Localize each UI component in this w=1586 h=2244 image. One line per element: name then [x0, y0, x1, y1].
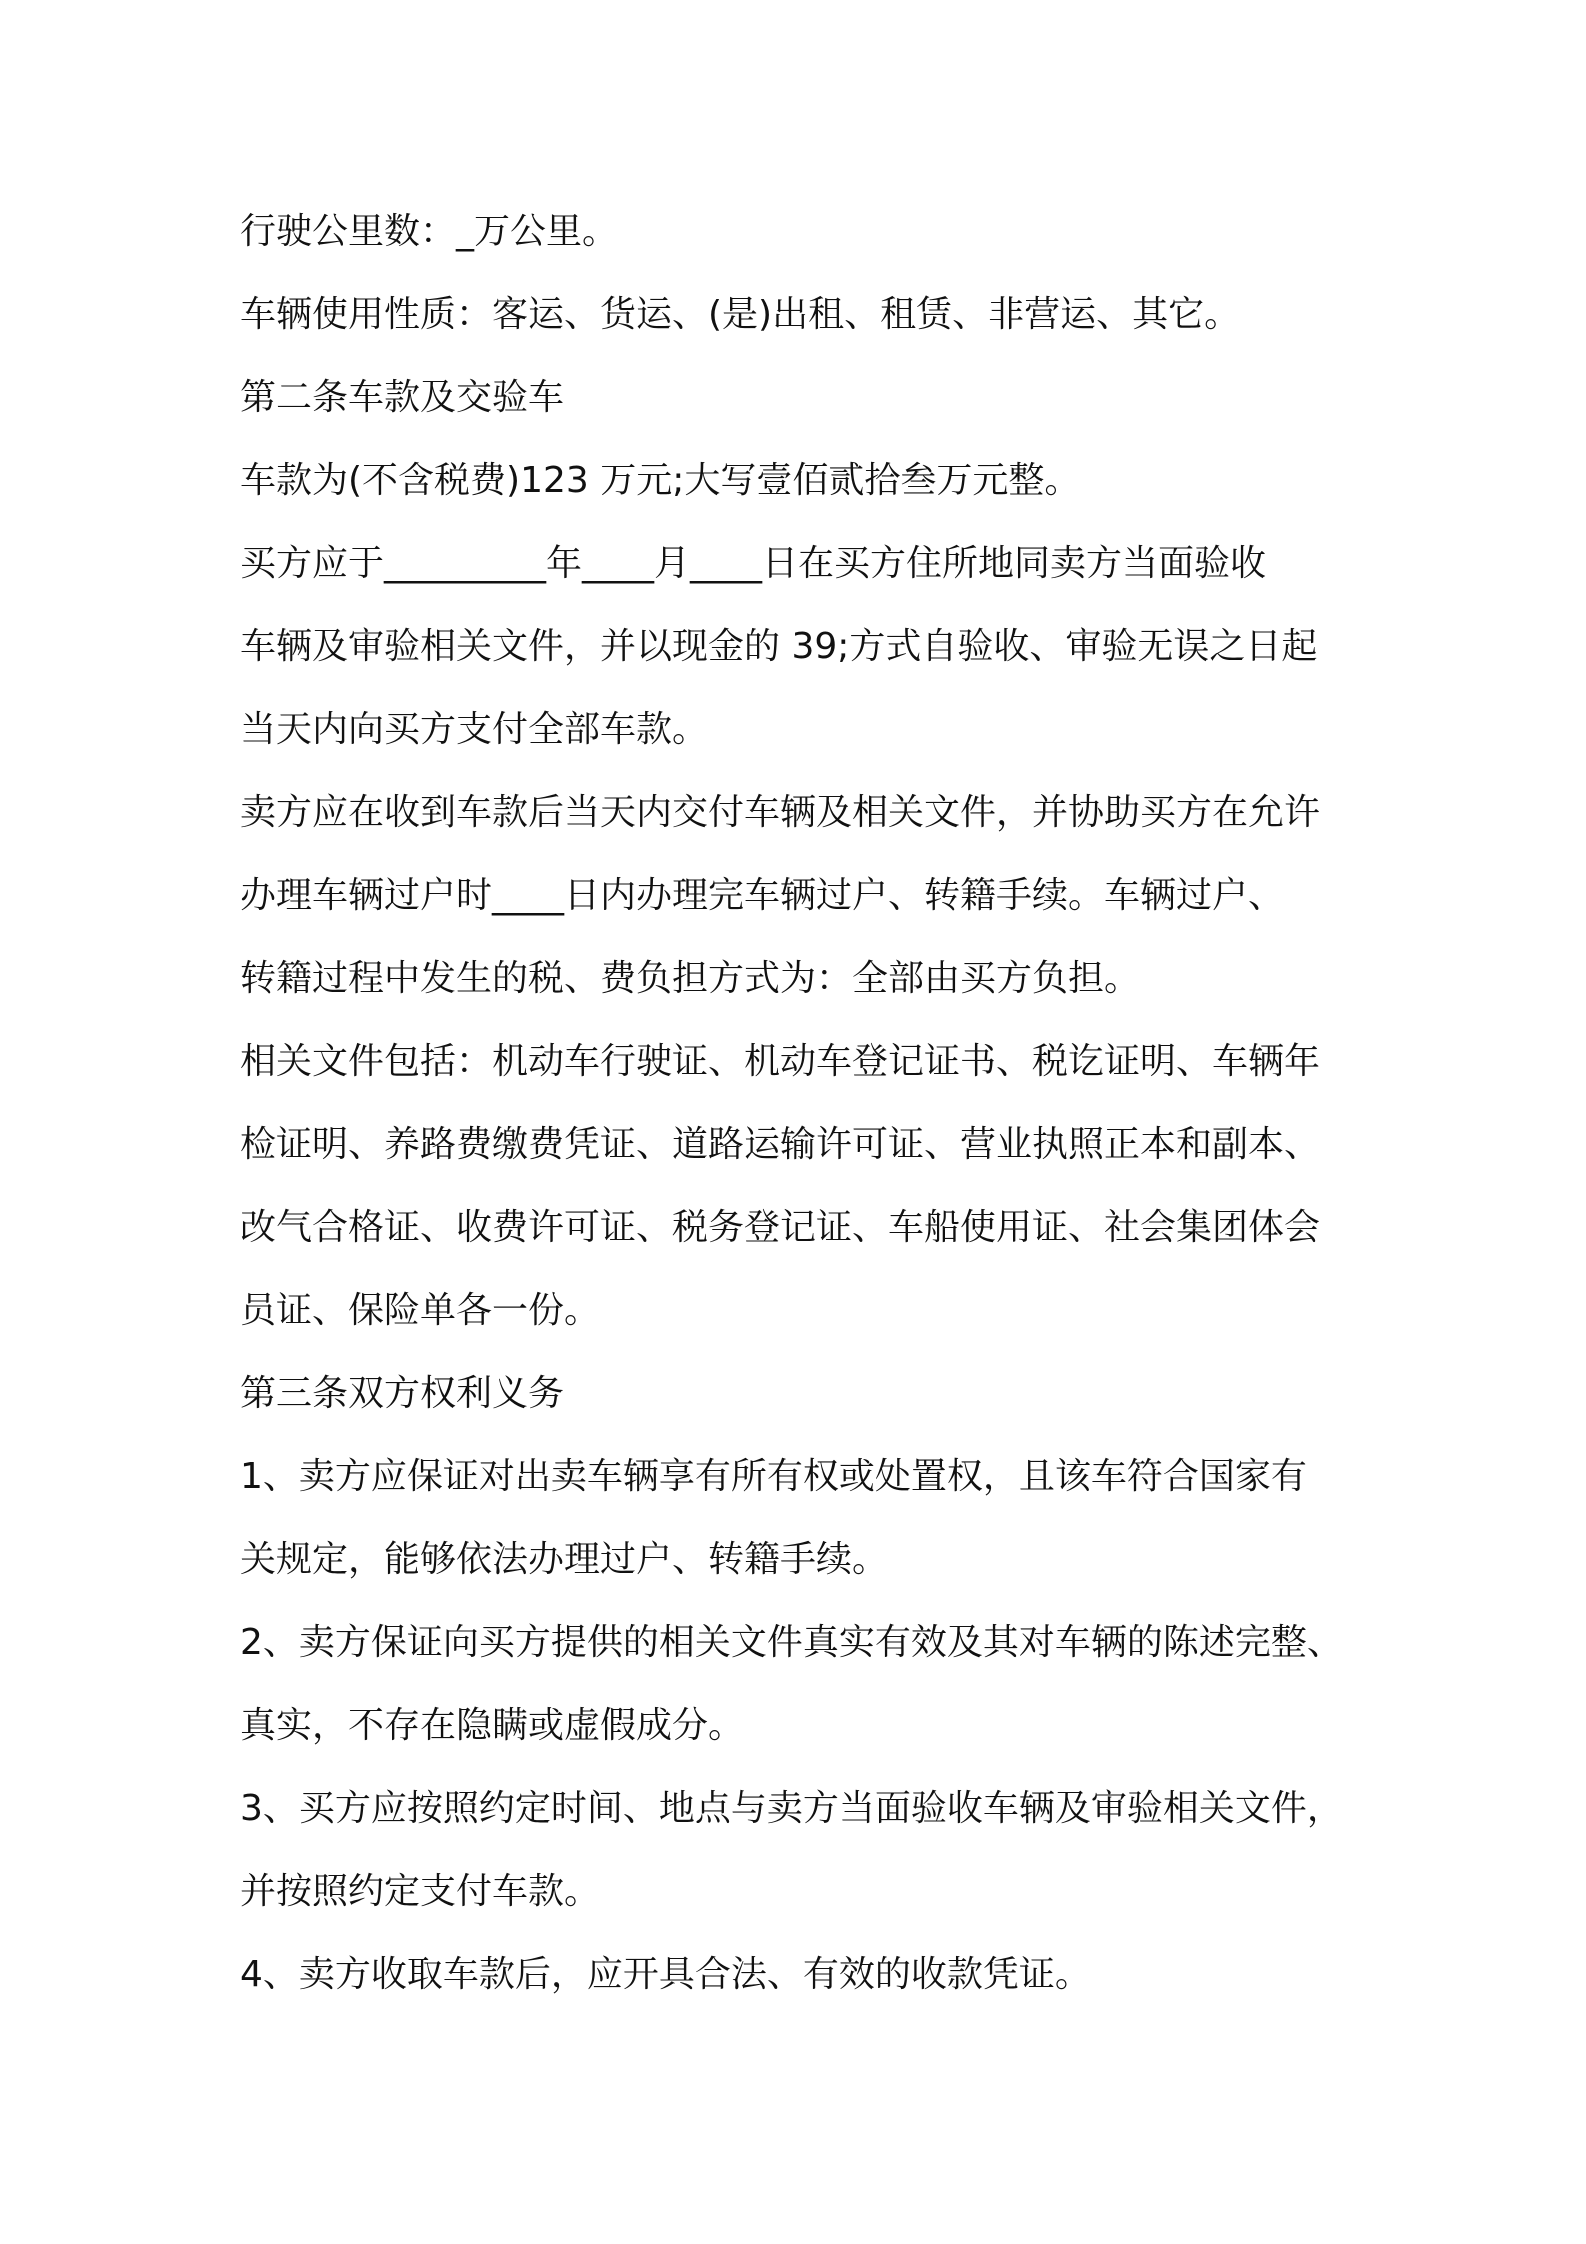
clause-1-line-2: 关规定，能够依法办理过户、转籍手续。 [240, 1539, 889, 1580]
documents-paragraph-line-1: 相关文件包括：机动车行驶证、机动车登记证书、税讫证明、车辆年 [240, 1041, 1321, 1082]
documents-paragraph-line-4: 员证、保险单各一份。 [240, 1290, 601, 1331]
inspection-paragraph-line-1: 买方应于_________年____月____日在买方住所地同卖方当面验收 [240, 543, 1267, 584]
clause-2-line-2: 真实，不存在隐瞒或虚假成分。 [240, 1705, 745, 1746]
article-three-heading: 第三条双方权利义务 [240, 1373, 565, 1414]
documents-paragraph-line-2: 检证明、养路费缴费凭证、道路运输许可证、营业执照正本和副本、 [240, 1124, 1321, 1165]
delivery-paragraph-line-3: 转籍过程中发生的税、费负担方式为：全部由买方负担。 [240, 958, 1141, 999]
mileage-line: 行驶公里数：_万公里。 [240, 211, 619, 252]
inspection-paragraph-line-3: 当天内向买方支付全部车款。 [240, 709, 709, 750]
inspection-paragraph-line-2: 车辆及审验相关文件，并以现金的 39;方式自验收、审验无误之日起 [240, 626, 1318, 667]
document-body [240, 190, 1370, 2016]
article-two-heading: 第二条车款及交验车 [240, 377, 565, 418]
delivery-paragraph-line-1: 卖方应在收到车款后当天内交付车辆及相关文件，并协助买方在允许 [240, 792, 1321, 833]
clause-2-line-1: 2、卖方保证向买方提供的相关文件真实有效及其对车辆的陈述完整、 [240, 1622, 1343, 1663]
clause-1-line-1: 1、卖方应保证对出卖车辆享有所有权或处置权，且该车符合国家有 [240, 1456, 1307, 1497]
documents-paragraph-line-3: 改气合格证、收费许可证、税务登记证、车船使用证、社会集团体会 [240, 1207, 1321, 1248]
price-line: 车款为(不含税费)123 万元;大写壹佰贰拾叁万元整。 [240, 460, 1081, 501]
clause-3-line-1: 3、买方应按照约定时间、地点与卖方当面验收车辆及审验相关文件， [240, 1788, 1343, 1829]
delivery-paragraph-line-2: 办理车辆过户时____日内办理完车辆过户、转籍手续。车辆过户、 [240, 875, 1285, 916]
clause-4-line: 4、卖方收取车款后，应开具合法、有效的收款凭证。 [240, 1954, 1091, 1995]
vehicle-usage-line: 车辆使用性质：客运、货运、(是)出租、租赁、非营运、其它。 [240, 294, 1241, 335]
clause-3-line-2: 并按照约定支付车款。 [240, 1871, 601, 1912]
